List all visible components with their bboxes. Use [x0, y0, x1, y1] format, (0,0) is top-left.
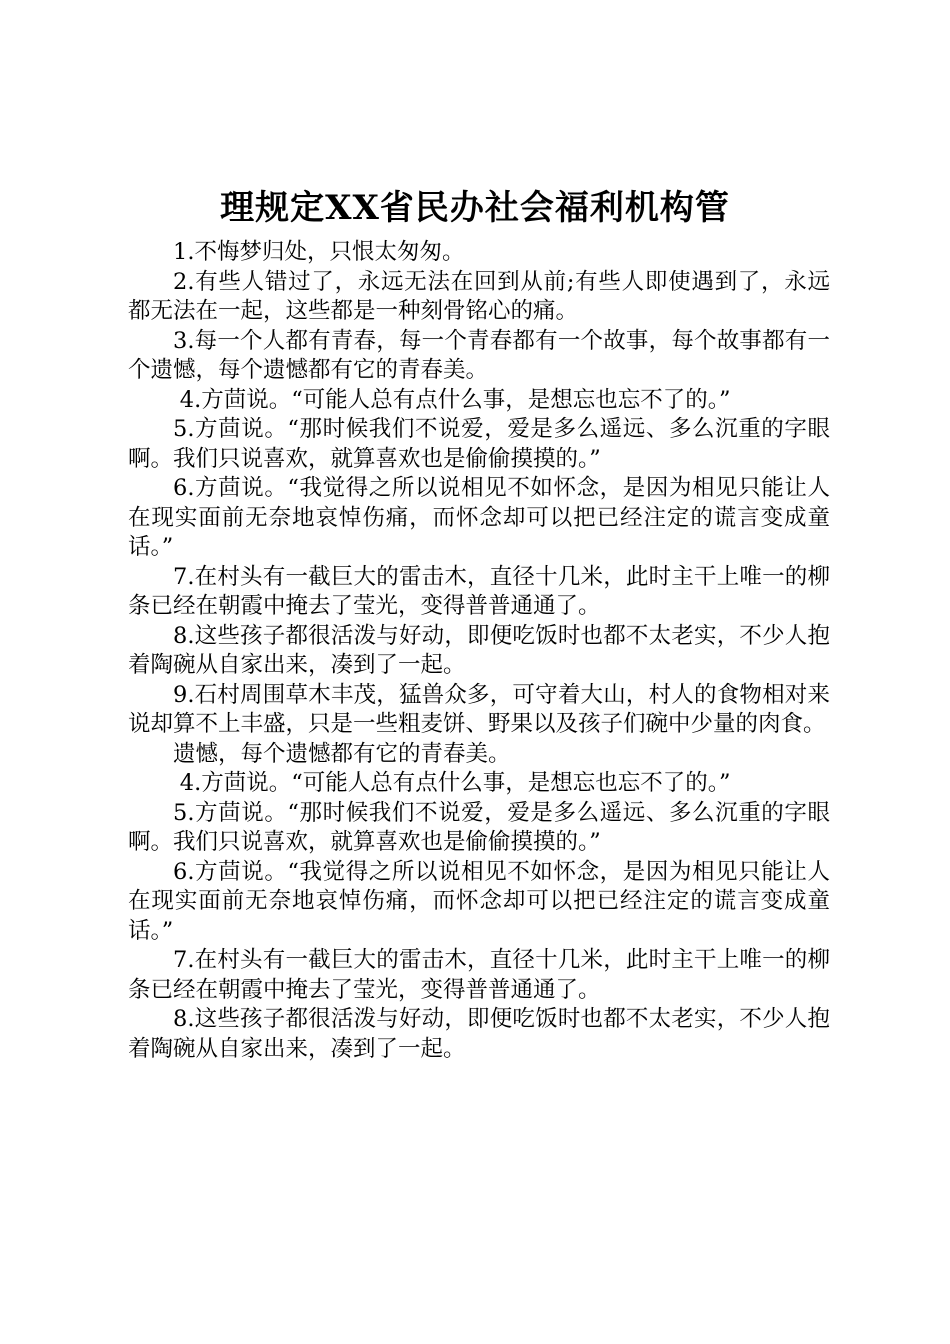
paragraph: 5.方茴说。“那时候我们不说爱，爱是多么遥远、多么沉重的字眼啊。我们只说喜欢，就算喜欢也是偷偷摸摸的。”: [128, 416, 830, 472]
paragraph: 4.方茴说。“可能人总有点什么事，是想忘也忘不了的。”: [179, 770, 731, 796]
paragraph: 8.这些孩子都很活泼与好动，即便吃饭时也都不太老实，不少人抱着陶碗从自家出来，凑到了一起。: [128, 622, 830, 678]
paragraph: 7.在村头有一截巨大的雷击木，直径十几米，此时主干上唯一的柳条已经在朝霞中掩去了莹光，变得普普通通了。: [128, 947, 830, 1003]
document-body: [128, 238, 830, 1064]
paragraph: 6.方茴说。“我觉得之所以说相见不如怀念，是因为相见只能让人在现实面前无奈地哀悼伤痛，而怀念却可以把已经注定的谎言变成童话。”: [128, 475, 830, 560]
paragraph: 遗憾，每个遗憾都有它的青春美。: [173, 740, 511, 767]
paragraph: 9.石村周围草木丰茂，猛兽众多，可守着大山，村人的食物相对来说却算不上丰盛，只是一些粗麦饼、野果以及孩子们碗中少量的肉食。: [128, 681, 830, 737]
paragraph: 5.方茴说。“那时候我们不说爱，爱是多么遥远、多么沉重的字眼啊。我们只说喜欢，就算喜欢也是偷偷摸摸的。”: [128, 799, 830, 855]
document-title: 理规定XX省民办社会福利机构管: [220, 188, 730, 228]
paragraph: 8.这些孩子都很活泼与好动，即便吃饭时也都不太老实，不少人抱着陶碗从自家出来，凑到了一起。: [128, 1006, 830, 1062]
paragraph: 6.方茴说。“我觉得之所以说相见不如怀念，是因为相见只能让人在现实面前无奈地哀悼伤痛，而怀念却可以把已经注定的谎言变成童话。”: [128, 858, 830, 944]
paragraph: 1.不悔梦归处，只恨太匆匆。: [173, 239, 465, 265]
paragraph: 7.在村头有一截巨大的雷击木，直径十几米，此时主干上唯一的柳条已经在朝霞中掩去了莹光，变得普普通通了。: [128, 563, 830, 619]
paragraph: 3.每一个人都有青春，每一个青春都有一个故事，每个故事都有一个遗憾，每个遗憾都有它的青春美。: [128, 327, 830, 383]
paragraph: 4.方茴说。“可能人总有点什么事，是想忘也忘不了的。”: [179, 386, 731, 413]
paragraph: 2.有些人错过了，永远无法在回到从前;有些人即使遇到了，永远都无法在一起，这些都是一种刻骨铭心的痛。: [128, 268, 830, 324]
